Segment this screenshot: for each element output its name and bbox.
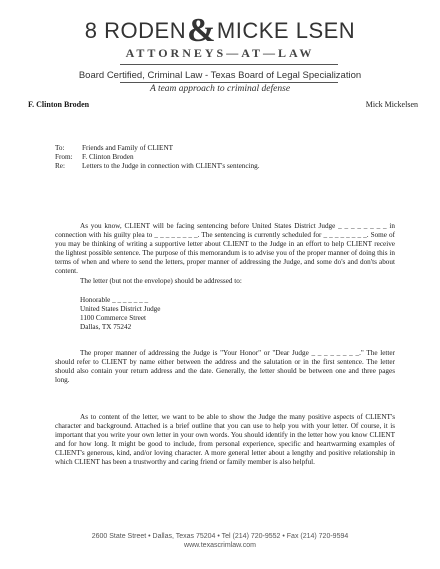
memo-re-row [55,162,385,171]
letterhead [0,12,440,61]
paragraph-intro: As you know, CLIENT will be facing sentencing before United States District Judge _ _ _ _ _ _ _ _ in connection with his guilty plea to _ _ _ _ _ _ _ _. The sentencing is currently scheduled for _ _ _ _ _ _ _ _. Some of you may be thinking of writing a supportive letter about CLIENT to the Judge in an effort to help CLIENT receive the lightest possible sentence. The purpose of this memorandum is to advise you of the proper manner of doing this in terms of when and where to send the letters, proper manner of addressing the Judge, and some do's and don'ts about content. [55,222,395,275]
firm-name-left: 8 RODEN [84,18,187,43]
memo-to-label: To: [55,144,65,152]
attorney-right: Mick Mickelsen [365,100,418,109]
footer-website: www.texascrimlaw.com [184,541,256,549]
address-line: United States District Judge [80,305,161,313]
firm-ampersand: & [187,12,216,49]
page-footer [0,533,440,550]
memo-from-value: F. Clinton Broden [82,153,134,161]
certification-line: Board Certified, Criminal Law - Texas Board of Legal Specialization [78,70,362,81]
address-line: Dallas, TX 75242 [80,323,132,331]
memo-from-row [55,153,385,162]
paragraph-address-intro: The letter (but not the envelope) should be addressed to: [80,277,242,285]
judge-address [80,296,160,332]
address-line: 1100 Commerce Street [80,314,146,322]
memo-re-value: Letters to the Judge in connection with CLIENT's sentencing. [82,162,260,170]
firm-subtitle: ATTORNEYS—AT—LAW [125,46,315,60]
paragraph-content: As to content of the letter, we want to be able to show the Judge the many positive aspects of CLIENT's character and background. Attached is a brief outline that you can use to help you with your letter. Of course, it is important that you write your own letter in your own words. You should identify in the letter how you know CLIENT and for how long. It might be good to include, from personal experience, specific and heartwarming examples of CLIENT's generous, kind, and/or loving character. A more general letter about a lengthy and positive relationship in which CLIENT has been a trustworthy and caring friend or family member is also helpful. [55,413,395,466]
memo-from-label: From: [55,153,73,161]
memo-to-row [55,144,385,153]
letterhead-rule-top [120,64,338,65]
address-line: Honorable _ _ _ _ _ _ _ [80,296,149,304]
attorney-left: F. Clinton Broden [28,100,90,109]
memo-header [55,144,385,171]
firm-name-right: MICKE LSEN [216,18,356,43]
paragraph-salutation: The proper manner of addressing the Judge is "Your Honor" or "Dear Judge _ _ _ _ _ _ _ _." The letter should refer to CLIENT by name either between the address and the salutation or in the first sentence. The letter should also contain your return address and the date. Generally, the letter should be between one and three pages long. [55,349,395,384]
memo-re-label: Re: [55,162,65,170]
tagline: A team approach to criminal defense [149,84,291,94]
memo-to-value: Friends and Family of CLIENT [82,144,174,152]
firm-name [0,12,440,49]
footer-address: 2600 State Street • Dallas, Texas 75204 • Tel (214) 720-9552 • Fax (214) 720-9594 [91,533,349,540]
letterhead-rule-bottom [120,82,338,83]
